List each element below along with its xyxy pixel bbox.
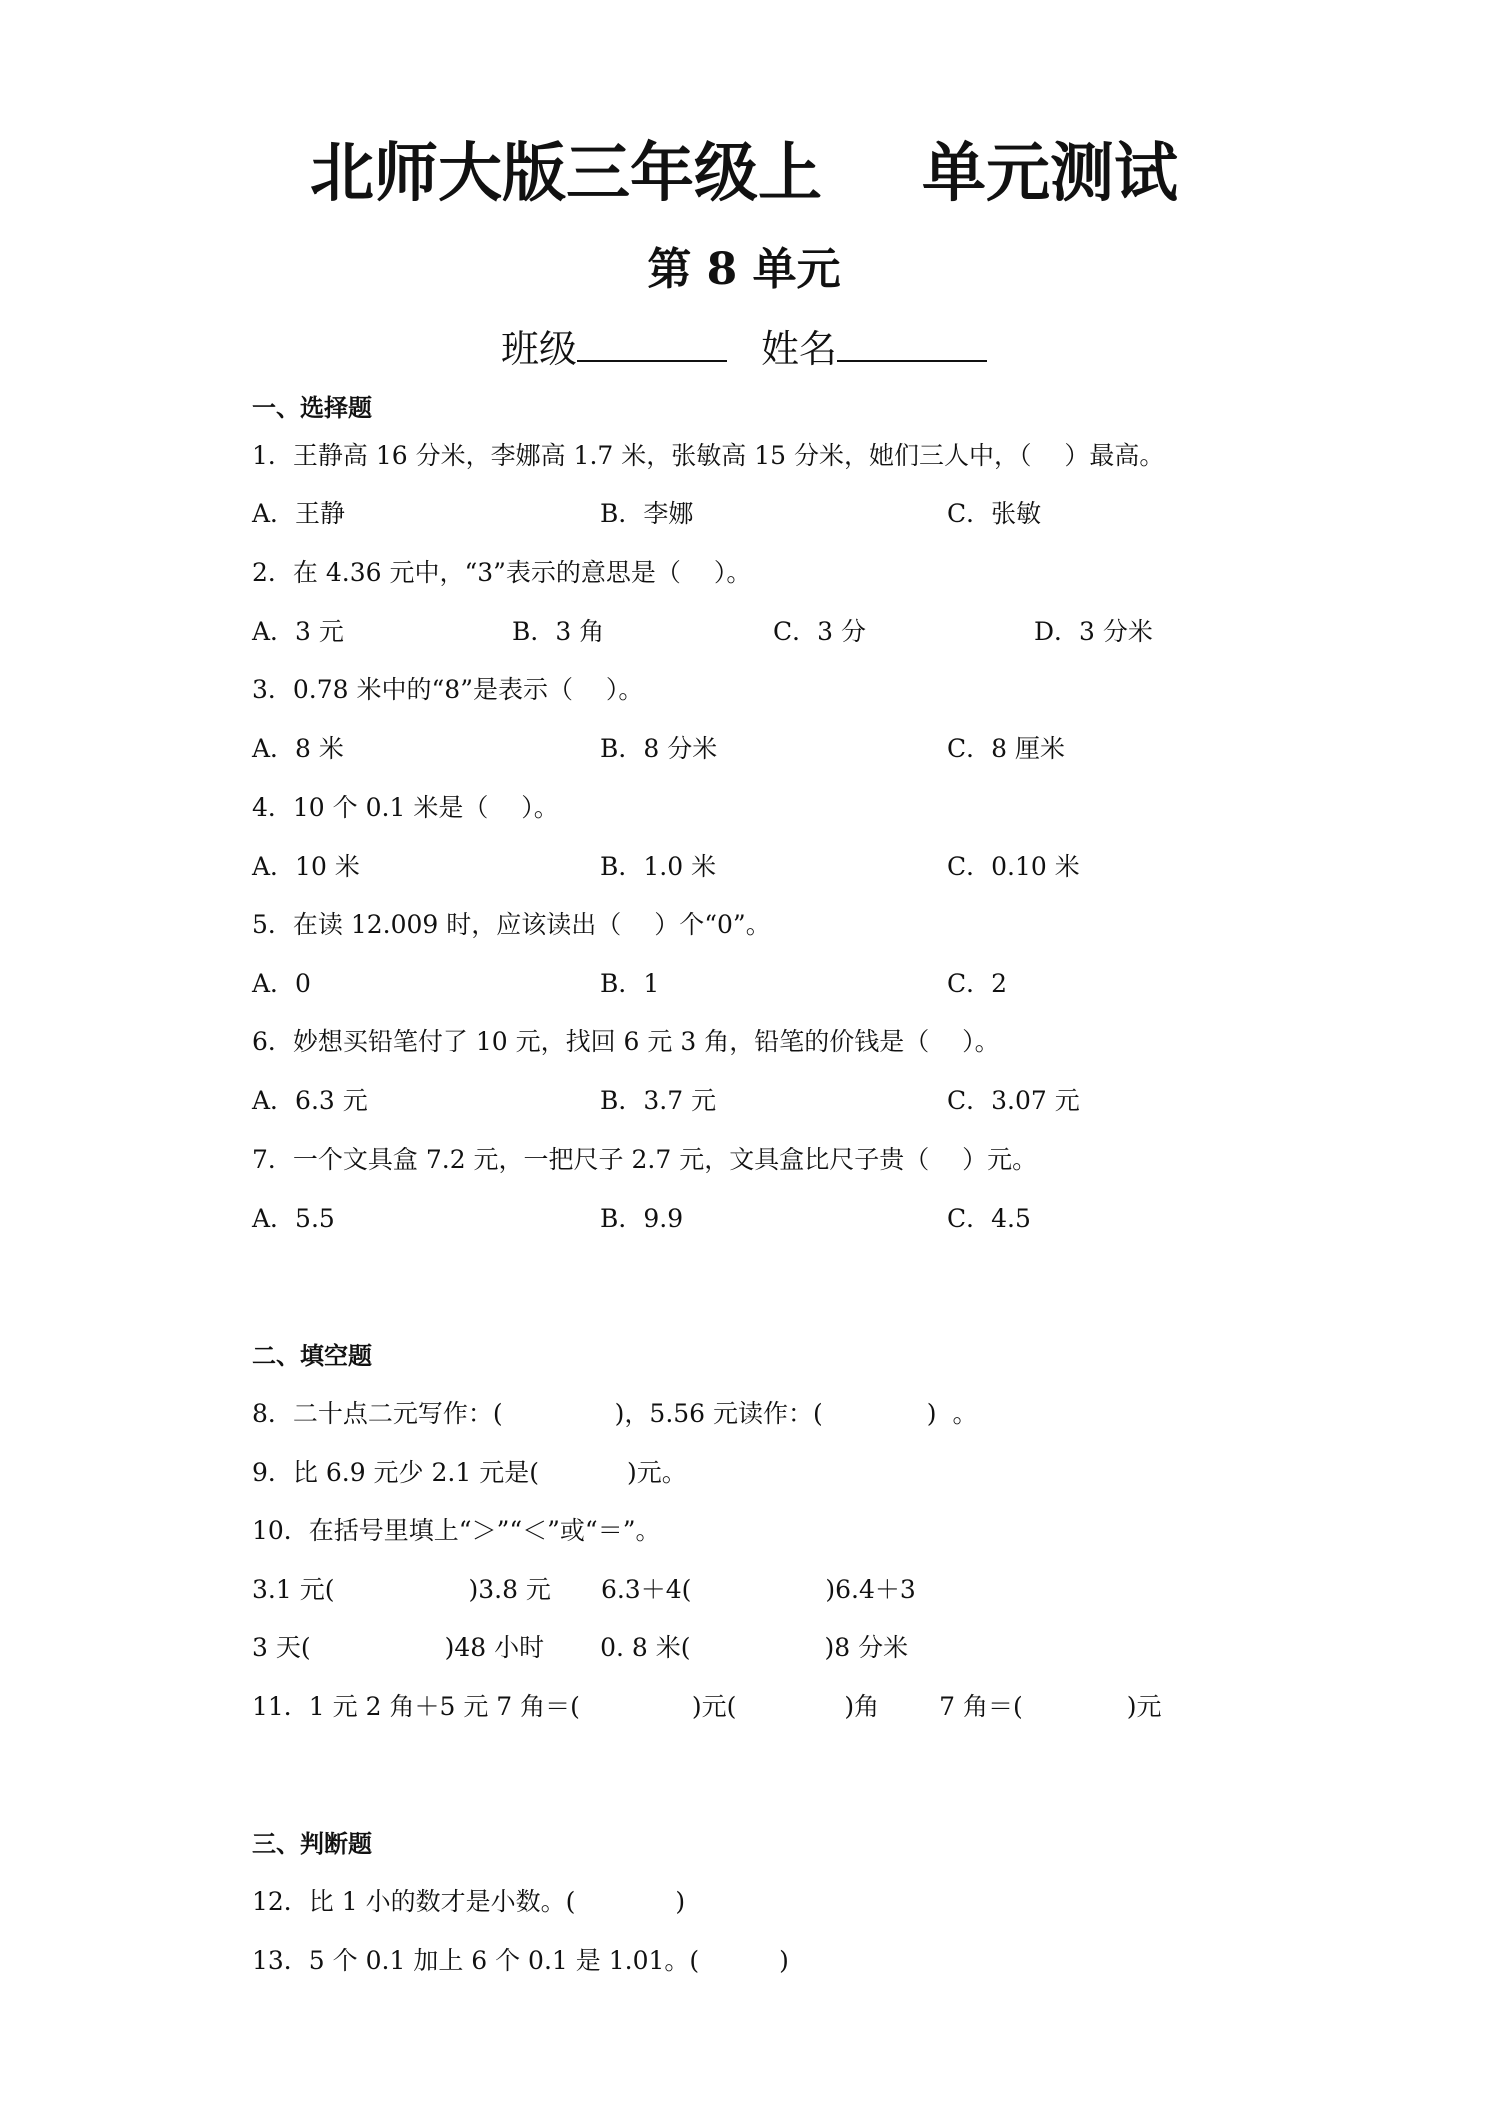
- question-7: 7．一个文具盒 7.2 元，一把尺子 2.7 元，文具盒比尺子贵（ ）元。: [252, 1145, 1038, 1174]
- section-heading-fill: 二、填空题: [252, 1342, 372, 1370]
- q10-r2-d: )8 分米: [824, 1633, 909, 1662]
- question-11: [252, 1687, 1162, 1727]
- q10-row-1: [252, 1570, 916, 1610]
- student-info: [0, 322, 1488, 376]
- q8-part-a: 8．二十点二元写作：(: [252, 1399, 503, 1428]
- q10-r1-c: 6.3＋4(: [600, 1575, 692, 1604]
- q1-option-c: C．张敏: [947, 499, 1042, 528]
- class-label: 班级: [500, 327, 577, 371]
- section-heading-judge: 三、判断题: [252, 1830, 372, 1858]
- q8-part-b: )，5.56 元读作：(: [614, 1399, 823, 1428]
- q9-part-b: )元。: [626, 1458, 687, 1487]
- question-8: [252, 1394, 977, 1434]
- q6-option-b: B．3.7 元: [600, 1086, 717, 1115]
- question-4: 4．10 个 0.1 米是（ ）。: [252, 793, 559, 822]
- q6-option-a: A．6.3 元: [252, 1086, 368, 1115]
- title-right: 单元测试: [922, 137, 1178, 211]
- q9-part-a: 9．比 6.9 元少 2.1 元是(: [252, 1458, 539, 1487]
- q5-option-b: B．1: [600, 969, 660, 998]
- name-label: 姓名: [761, 327, 838, 371]
- q1-option-a: A．王静: [252, 499, 346, 528]
- q10-row-2: [252, 1628, 908, 1668]
- q11-part-e: )元: [1126, 1692, 1162, 1721]
- q8-part-c: ) 。: [926, 1399, 978, 1428]
- page-title: [0, 132, 1488, 216]
- q10-r2-c: 0. 8 米(: [600, 1633, 691, 1662]
- q2-option-a: A．3 元: [252, 617, 344, 646]
- name-blank: [837, 328, 987, 362]
- q6-option-c: C．3.07 元: [947, 1086, 1080, 1115]
- q10-r2-b: )48 小时: [444, 1633, 545, 1662]
- q13-part-a: 13．5 个 0.1 加上 6 个 0.1 是 1.01。(: [252, 1946, 700, 1975]
- q3-option-c: C．8 厘米: [947, 734, 1065, 763]
- question-5: 5．在读 12.009 时，应该读出（ ）个“0”。: [252, 910, 771, 939]
- q7-option-b: B．9.9: [600, 1204, 684, 1233]
- q3-option-a: A．8 米: [252, 734, 344, 763]
- q7-option-a: A．5.5: [252, 1204, 335, 1233]
- q2-option-c: C．3 分: [773, 617, 866, 646]
- question-1: 1．王静高 16 分米，李娜高 1.7 米，张敏高 15 分米，她们三人中，（ ）最高。: [252, 441, 1165, 470]
- q3-option-b: B．8 分米: [600, 734, 718, 763]
- q2-option-d: D．3 分米: [1034, 617, 1153, 646]
- q1-option-b: B．李娜: [600, 499, 694, 528]
- question-10: 10．在括号里填上“＞”“＜”或“＝”。: [252, 1516, 661, 1545]
- q11-part-a: 11．1 元 2 角＋5 元 7 角＝(: [252, 1692, 580, 1721]
- question-12: [252, 1882, 685, 1922]
- q11-part-d: 7 角＝(: [939, 1692, 1023, 1721]
- q13-part-b: ): [779, 1946, 789, 1975]
- q5-option-a: A．0: [252, 969, 311, 998]
- unit-subtitle: 第 8 单元: [647, 244, 841, 295]
- q10-r1-a: 3.1 元(: [252, 1575, 335, 1604]
- question-13: [252, 1941, 789, 1981]
- question-2: 2．在 4.36 元中，“3”表示的意思是（ ）。: [252, 558, 752, 587]
- q12-part-a: 12．比 1 小的数才是小数。(: [252, 1887, 576, 1916]
- q10-r1-b: )3.8 元: [468, 1575, 551, 1604]
- q7-option-c: C．4.5: [947, 1204, 1031, 1233]
- class-blank: [577, 328, 727, 362]
- question-3: 3．0.78 米中的“8”是表示（ ）。: [252, 675, 644, 704]
- q4-option-a: A．10 米: [252, 852, 360, 881]
- question-9: [252, 1453, 687, 1493]
- title-left: 北师大版三年级上: [310, 137, 822, 211]
- q11-part-c: )角: [844, 1692, 880, 1721]
- q12-part-b: ): [675, 1887, 686, 1916]
- q2-option-b: B．3 角: [512, 617, 605, 646]
- q10-r1-d: )6.4＋3: [825, 1575, 916, 1604]
- q5-option-c: C．2: [947, 969, 1008, 998]
- q11-part-b: )元(: [691, 1692, 737, 1721]
- q4-option-c: C．0.10 米: [947, 852, 1080, 881]
- question-6: 6．妙想买铅笔付了 10 元，找回 6 元 3 角，铅笔的价钱是（ ）。: [252, 1027, 1000, 1056]
- q10-r2-a: 3 天(: [252, 1633, 311, 1662]
- section-heading-choice: 一、选择题: [252, 394, 372, 422]
- q4-option-b: B．1.0 米: [600, 852, 717, 881]
